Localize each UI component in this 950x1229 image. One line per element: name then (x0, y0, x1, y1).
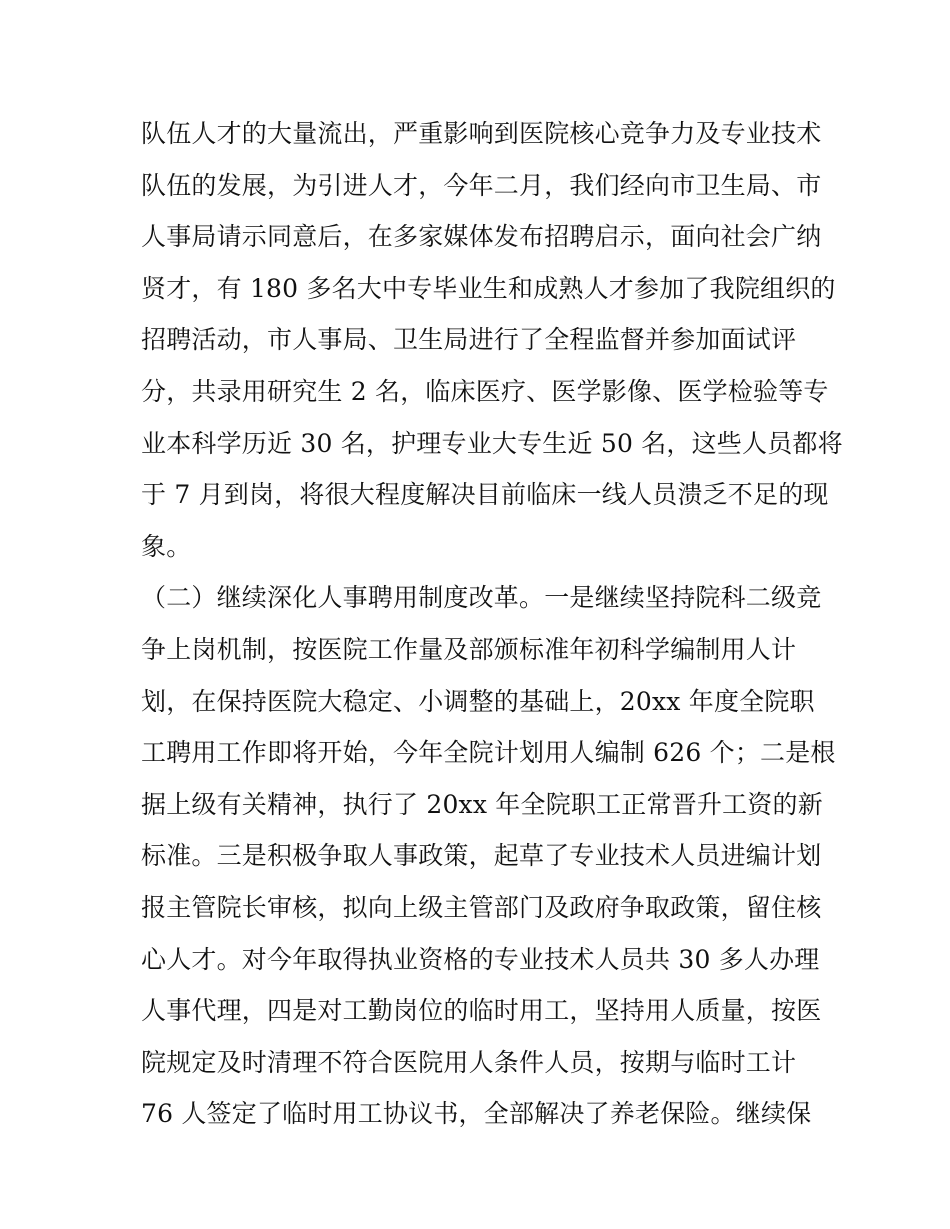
text-line: 业本科学历近 30 名，护理专业大专生近 50 名，这些人员都将 (141, 428, 843, 458)
text-line: 于 7 月到岗，将很大程度解决目前临床一线人员溃乏不足的现 (141, 480, 829, 510)
text-line: 贤才，有 180 多名大中专毕业生和成熟人才参加了我院组织的 (141, 273, 836, 303)
text-line: 人事代理，四是对工勤岗位的临时用工，坚持用人质量，按医 (141, 996, 822, 1026)
text-line: 报主管院长审核，拟向上级主管部门及政府争取政策，留住核 (141, 892, 822, 922)
text-line: 工聘用工作即将开始，今年全院计划用人编制 626 个；二是根 (141, 738, 836, 768)
text-line: 队伍人才的大量流出，严重影响到医院核心竞争力及专业技术 (141, 119, 822, 148)
text-line: 标准。三是积极争取人事政策，起草了专业技术人员进编计划 (141, 841, 822, 871)
text-line: 76 人签定了临时用工协议书，全部解决了养老保险。继续保 (141, 1099, 812, 1129)
text-line: 人事局请示同意后，在多家媒体发布招聘启示，面向社会广纳 (141, 222, 822, 252)
text-line: 心人才。对今年取得执业资格的专业技术人员共 30 多人办理 (141, 944, 820, 974)
text-line: 象。 (141, 531, 192, 561)
section-heading-line: （二）继续深化人事聘用制度改革。一是继续坚持院科二级竞 (141, 583, 822, 613)
text-line: 分，共录用研究生 2 名，临床医疗、医学影像、医学检验等专 (141, 376, 829, 406)
text-line: 队伍的发展，为引进人才，今年二月，我们经向市卫生局、市 (141, 170, 822, 200)
text-line: 院规定及时清理不符合医院用人条件人员，按期与临时工计 (141, 1047, 797, 1077)
body-text (141, 108, 843, 1140)
text-line: 据上级有关精神，执行了 20xx 年全院职工正常晋升工资的新 (141, 789, 823, 819)
text-line: 划，在保持医院大稳定、小调整的基础上，20xx 年度全院职 (141, 686, 815, 716)
text-line: 招聘活动，市人事局、卫生局进行了全程监督并参加面试评 (141, 325, 797, 355)
text-line: 争上岗机制，按医院工作量及部颁标准年初科学编制用人计 (141, 634, 797, 664)
